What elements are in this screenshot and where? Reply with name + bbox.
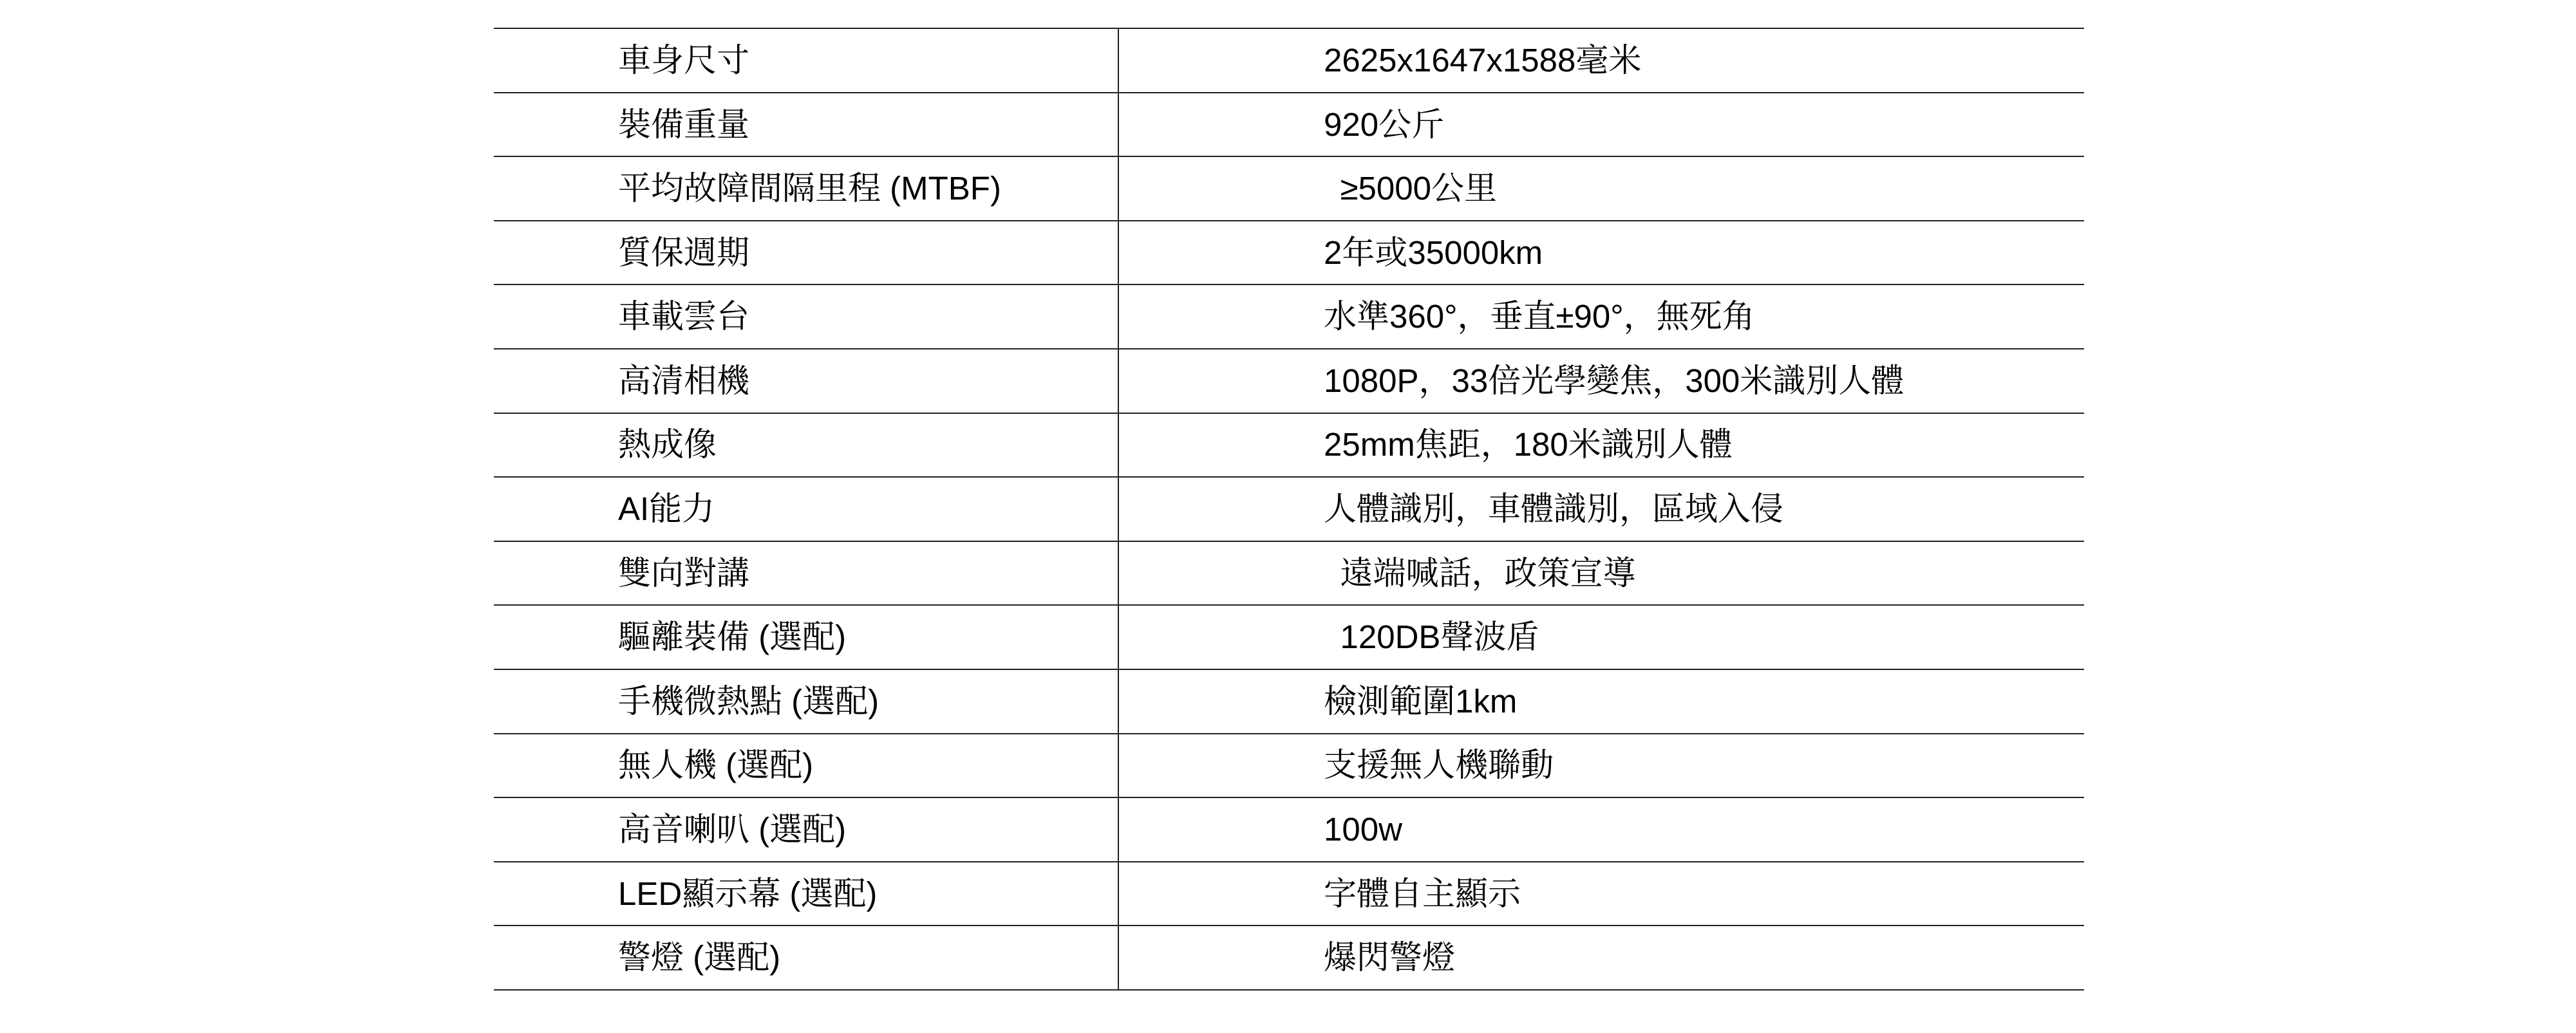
spec-label: 無人機 (選配): [494, 734, 1119, 797]
spec-label: AI能力: [494, 478, 1119, 541]
spec-value: 2年或35000km: [1324, 234, 1543, 271]
spec-value: 檢測範圍1km: [1324, 682, 1518, 720]
spec-row: [494, 221, 2084, 286]
spec-row: [494, 93, 2084, 158]
spec-value: ≥5000公里: [1324, 170, 1497, 207]
spec-row: [494, 926, 2084, 991]
spec-row: [494, 414, 2084, 478]
spec-row: [494, 157, 2084, 221]
spec-value: 支援無人機聯動: [1324, 747, 1554, 784]
spec-value: 100w: [1324, 811, 1402, 848]
spec-label: 質保週期: [494, 221, 1119, 284]
spec-label: 高音喇叭 (選配): [494, 798, 1119, 861]
spec-row: [494, 29, 2084, 93]
spec-value: 爆閃警燈: [1324, 939, 1456, 976]
spec-value: 25mm焦距，180米識別人體: [1324, 426, 1733, 463]
spec-value: 920公斤: [1324, 106, 1445, 143]
spec-value: 字體自主顯示: [1324, 875, 1521, 912]
spec-row: [494, 285, 2084, 349]
spec-row: [494, 670, 2084, 734]
spec-value: 1080P，33倍光學變焦，300米識別人體: [1324, 362, 1904, 399]
spec-row: [494, 798, 2084, 862]
spec-value: 水準360°，垂直±90°，無死角: [1324, 298, 1755, 335]
spec-row: [494, 862, 2084, 927]
spec-row: [494, 478, 2084, 542]
spec-label: 手機微熱點 (選配): [494, 670, 1119, 733]
spec-value: 人體識別，車體識別，區域入侵: [1324, 490, 1784, 528]
spec-label: 車載雲台: [494, 285, 1119, 348]
spec-value: 120DB聲波盾: [1324, 619, 1539, 656]
spec-table: [494, 28, 2084, 991]
spec-label: 警燈 (選配): [494, 926, 1119, 989]
spec-row: [494, 606, 2084, 670]
spec-label: 熱成像: [494, 414, 1119, 477]
spec-label: LED顯示幕 (選配): [494, 862, 1119, 926]
spec-label: 車身尺寸: [494, 29, 1119, 92]
spec-label: 裝備重量: [494, 93, 1119, 156]
spec-label: 雙向對講: [494, 542, 1119, 605]
spec-value: 遠端喊話，政策宣導: [1324, 554, 1636, 591]
spec-row: [494, 734, 2084, 799]
spec-label: 平均故障間隔里程 (MTBF): [494, 157, 1119, 220]
spec-row: [494, 349, 2084, 414]
spec-label: 高清相機: [494, 349, 1119, 413]
spec-value: 2625x1647x1588毫米: [1324, 41, 1642, 79]
spec-label: 驅離裝備 (選配): [494, 606, 1119, 669]
spec-row: [494, 542, 2084, 606]
